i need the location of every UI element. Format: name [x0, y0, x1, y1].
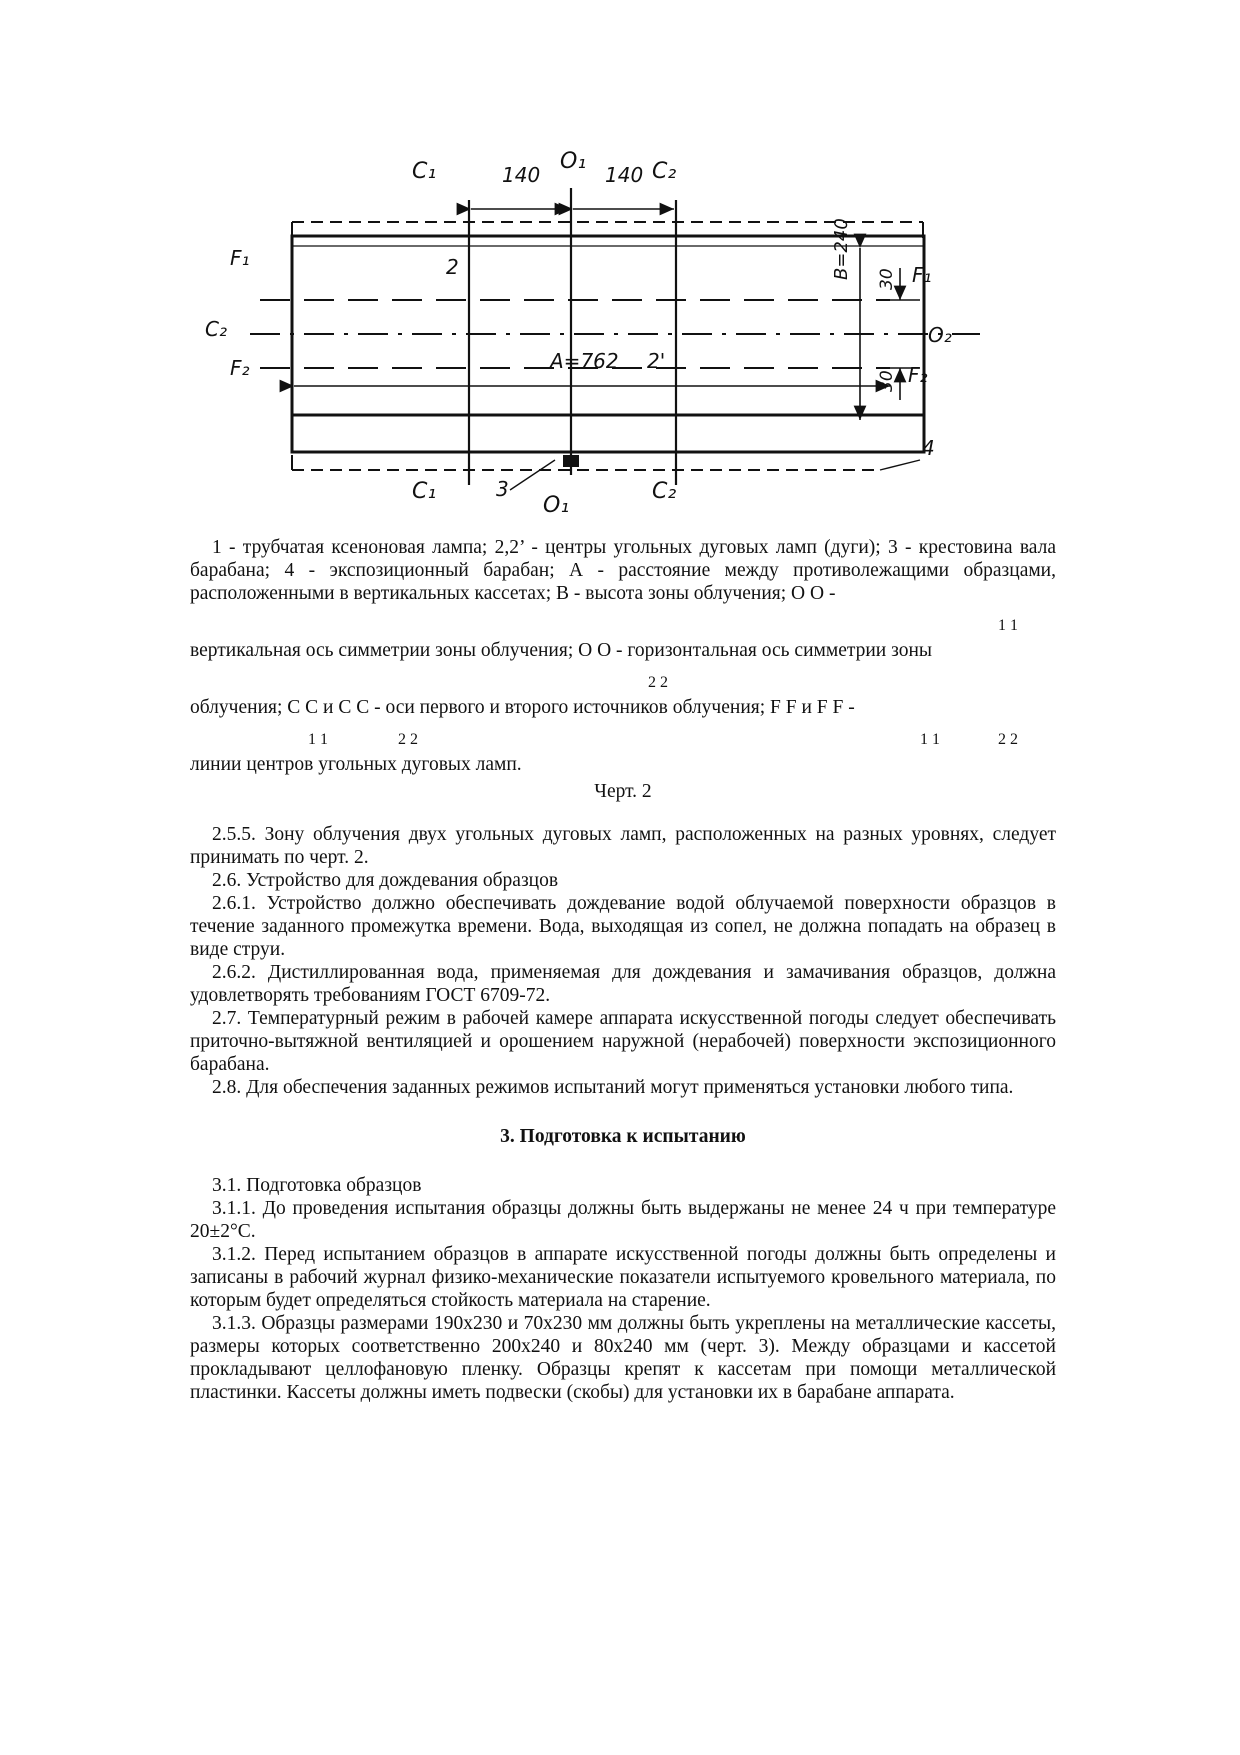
label-c1-bottom: C₁: [412, 479, 437, 504]
paragraph-2-7: 2.7. Температурный режим в рабочей камере аппарата искусственной погоды следует обеспечивать приточно-вытяжной вентиляцией и орошением наружной (нерабочей) поверхности экспозиционного барабана.: [190, 1008, 1056, 1075]
label-dim-30-top: 30: [877, 268, 897, 290]
subscript-c2: 2 2: [398, 731, 418, 748]
label-f1-left: F₁: [230, 246, 250, 270]
label-num-4: 4: [922, 436, 935, 460]
label-f2-right: F₂: [908, 363, 928, 387]
label-c2-bottom: C₂: [652, 479, 677, 504]
paragraph-3-1: 3.1. Подготовка образцов: [212, 1175, 422, 1196]
label-o1-top: O₁: [560, 150, 587, 174]
label-dim-140-left: 140: [502, 163, 541, 187]
legend-line-2: вертикальная ось симметрии зоны облучения; О О - горизонтальная ось симметрии зоны: [190, 640, 932, 661]
label-c1-top: C₁: [412, 159, 437, 184]
figure-legend: [190, 536, 1056, 1404]
paragraph-2-8: 2.8. Для обеспечения заданных режимов испытаний могут применяться установки любого типа.: [212, 1077, 1014, 1098]
legend-line-4: линии центров угольных дуговых ламп.: [190, 754, 522, 775]
legend-subscripts-2: [190, 662, 1056, 696]
paragraph-2-6-1: 2.6.1. Устройство должно обеспечивать дождевание водой облучаемой поверхности образцов в течение заданного промежутка времени. Вода, выходящая из сопел, не должна попадать на образец в виде струи.: [190, 893, 1056, 960]
legend-line-1: 1 - трубчатая ксеноновая лампа; 2,2’ - центры угольных дуговых ламп (дуги); 3 - крестовина вала барабана; 4 - экспозиционный барабан; А - расстояние между противолежащими образцами, расположенными в вертикальных кассетах; В - высота зоны облучения; О О -: [190, 537, 1056, 604]
paragraph-2-5-5: 2.5.5. Зону облучения двух угольных дуговых ламп, расположенных на разных уровнях, следует принимать по черт. 2.: [190, 824, 1056, 868]
drawing-figure: [200, 150, 1040, 530]
paragraph-2-6: 2.6. Устройство для дождевания образцов: [212, 870, 559, 891]
paragraph-3-1-3: 3.1.3. Образцы размерами 190х230 и 70х230 мм должны быть укреплены на металлические кассеты, размеры которых соответственно 200х240 и 80х240 мм (черт. 3). Между образцами и кассетой прокладывают целлофановую пленку. Образцы крепят к кассетам при помощи металлической пластинки. Кассеты должны иметь подвески (скобы) для установки их в барабане аппарата.: [190, 1313, 1056, 1403]
label-f1-right: F₁: [912, 263, 932, 287]
label-num-3: 3: [496, 477, 509, 501]
subscript-o2: 2 2: [648, 674, 668, 691]
paragraph-3-1-1: 3.1.1. До проведения испытания образцы должны быть выдержаны не менее 24 ч при температуре 20±2°С.: [190, 1198, 1056, 1242]
figure-caption: Черт. 2: [594, 781, 652, 802]
legend-subscripts-3: [190, 719, 1056, 753]
paragraph-2-6-2: 2.6.2. Дистиллированная вода, применяемая для дождевания и замачивания образцов, должна удовлетворять требованиям ГОСТ 6709-72.: [190, 962, 1056, 1006]
label-c2-top: C₂: [652, 159, 677, 184]
subscript-c1: 1 1: [308, 731, 328, 748]
label-c2-left: C₂: [205, 317, 227, 341]
zone-diagram: [200, 150, 1040, 530]
section-heading-3: 3. Подготовка к испытанию: [500, 1126, 746, 1147]
label-point-2-prime: 2': [647, 349, 666, 373]
legend-line-3: облучения; С С и С С - оси первого и второго источников облучения; F F и F F -: [190, 697, 855, 718]
legend-subscripts-1: [190, 605, 1056, 639]
label-b-240: B=240: [831, 218, 852, 280]
label-o2-right: O₂: [928, 323, 952, 347]
paragraph-3-1-2: 3.1.2. Перед испытанием образцов в аппарате искусственной погоды должны быть определены и записаны в рабочий журнал физико-механические показатели испытуемого кровельного материала, по которым будет определяться стойкость материала на старение.: [190, 1244, 1056, 1311]
subscript-f2: 2 2: [998, 731, 1018, 748]
subscript-o1: 1 1: [998, 617, 1018, 634]
label-point-2: 2: [446, 255, 459, 279]
label-f2-left: F₂: [230, 356, 250, 380]
label-dim-140-right: 140: [605, 163, 644, 187]
label-a-762: A=762: [550, 349, 619, 373]
subscript-f1: 1 1: [920, 731, 940, 748]
label-dim-30-bottom: 30: [877, 370, 897, 392]
label-o1-bottom: O₁: [543, 493, 570, 518]
